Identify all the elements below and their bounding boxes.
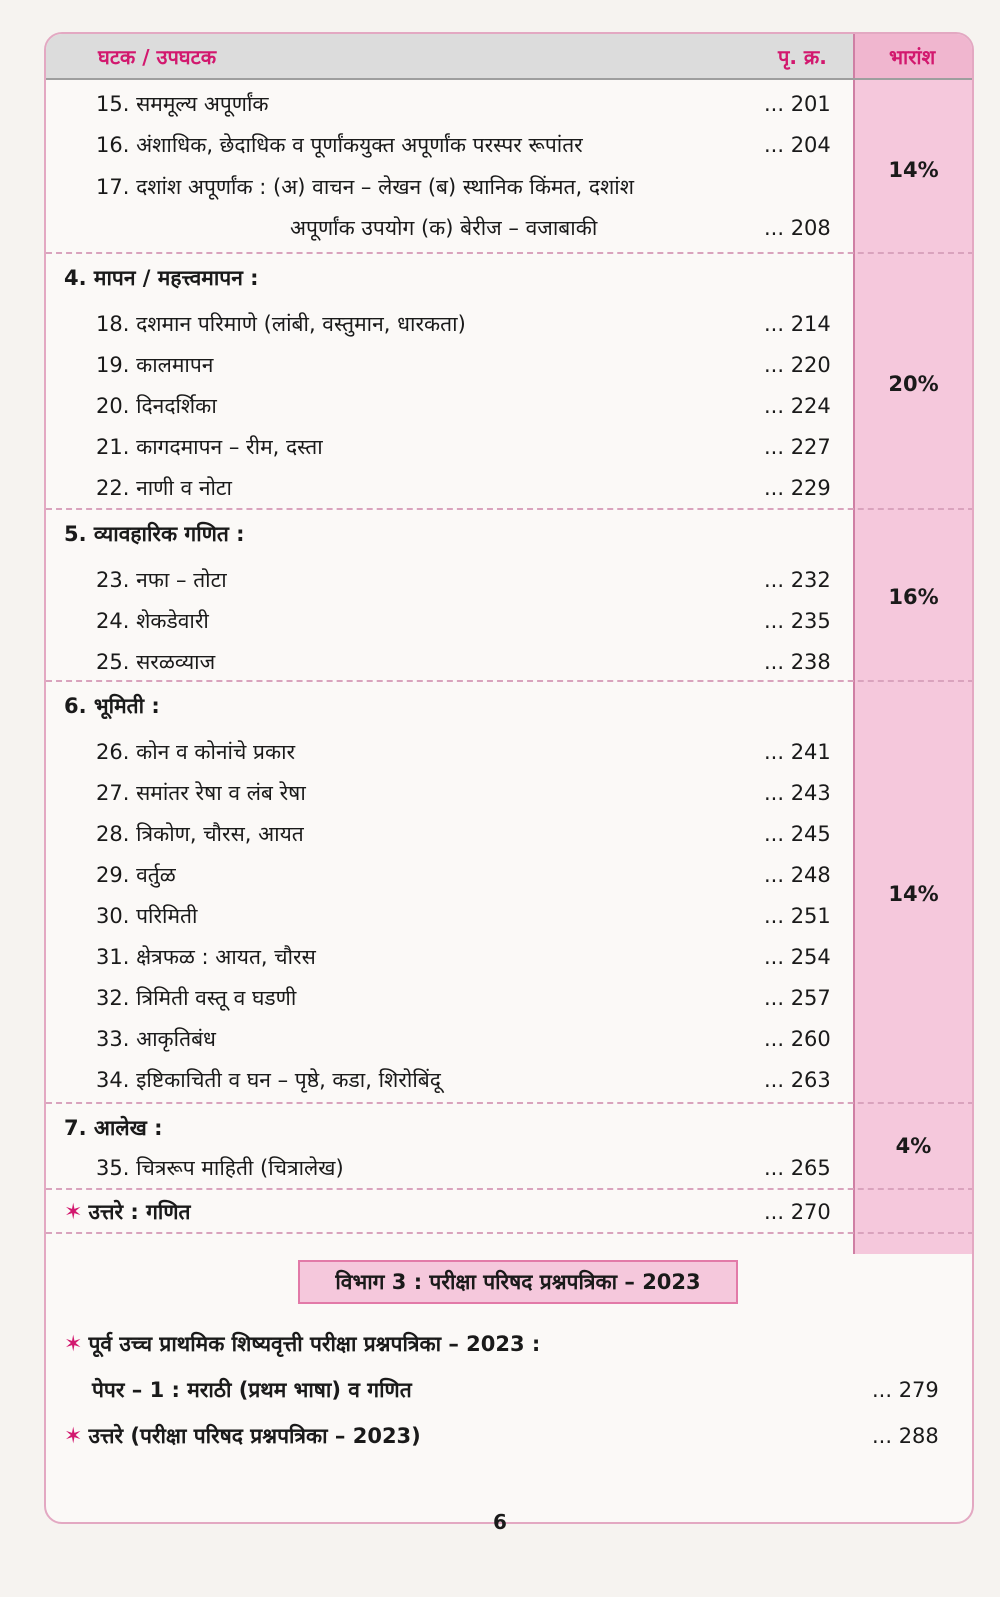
- table-header: [46, 34, 972, 80]
- header-topic: घटक / उपघटक: [98, 45, 217, 69]
- page-number: 6: [493, 1510, 507, 1534]
- list-item: 32. त्रिमिती वस्तू व घडणी: [96, 986, 297, 1010]
- list-item: 25. सरळव्याज: [96, 650, 216, 674]
- page-ref: ... 257: [764, 986, 831, 1010]
- page-ref: ... 263: [764, 1068, 831, 1092]
- list-item: 28. त्रिकोण, चौरस, आयत: [96, 822, 304, 846]
- page-ref: ... 238: [764, 650, 831, 674]
- divider: [46, 1102, 974, 1104]
- page-ref: ... 201: [764, 92, 831, 116]
- page-ref: ... 241: [764, 740, 831, 764]
- page-ref: ... 220: [764, 353, 831, 377]
- divider: [46, 508, 974, 510]
- answers-2023-label: उत्तरे (परीक्षा परिषद प्रश्नपत्रिका – 2023): [88, 1424, 421, 1448]
- page-ref: ... 279: [872, 1378, 939, 1402]
- list-item: 23. नफा – तोटा: [96, 568, 227, 592]
- answers-2023-entry: [64, 1422, 421, 1450]
- list-item: 24. शेकडेवारी: [96, 609, 209, 633]
- answers-math-entry: [64, 1198, 190, 1226]
- page-ref: ... 288: [872, 1424, 939, 1448]
- page-ref: ... 245: [764, 822, 831, 846]
- scholarship-title: पूर्व उच्च प्राथमिक शिष्यवृत्ती परीक्षा प्रश्नपत्रिका – 2023 :: [88, 1332, 541, 1356]
- star-icon: ✶: [64, 1200, 83, 1225]
- division-3-title: विभाग 3 : परीक्षा परिषद प्रश्नपत्रिका – 2023: [335, 1270, 701, 1294]
- header-weight-cell: [853, 34, 974, 78]
- list-item: 15. सममूल्य अपूर्णांक: [96, 92, 269, 116]
- page-ref: ... 248: [764, 863, 831, 887]
- header-page-no: पृ. क्र.: [778, 45, 827, 69]
- list-item: 27. समांतर रेषा व लंब रेषा: [96, 781, 306, 805]
- page-ref: ... 227: [764, 435, 831, 459]
- list-item: 17. दशांश अपूर्णांक : (अ) वाचन – लेखन (ब) स्थानिक किंमत, दशांश: [96, 175, 635, 199]
- page-ref: ... 232: [764, 568, 831, 592]
- list-item: 18. दशमान परिमाणे (लांबी, वस्तुमान, धारकता): [96, 312, 466, 336]
- scholarship-heading: [64, 1330, 540, 1358]
- section-title: 4. मापन / महत्त्वमापन :: [64, 266, 259, 290]
- divider: [46, 252, 974, 254]
- list-item: 26. कोन व कोनांचे प्रकार: [96, 740, 296, 764]
- list-item: अपूर्णांक उपयोग (क) बेरीज – वजाबाकी: [290, 216, 598, 240]
- page-ref: ... 229: [764, 476, 831, 500]
- page-ref: ... 265: [764, 1156, 831, 1180]
- section-title: 5. व्यावहारिक गणित :: [64, 522, 245, 546]
- section-title: 7. आलेख :: [64, 1116, 163, 1140]
- list-item: 35. चित्ररूप माहिती (चित्रालेख): [96, 1156, 344, 1180]
- page-ref: ... 224: [764, 394, 831, 418]
- weight-value: 20%: [888, 372, 939, 396]
- division-3-title-box: [298, 1260, 738, 1304]
- list-item: 34. इष्टिकाचिती व घन – पृष्ठे, कडा, शिरोबिंदू: [96, 1068, 441, 1092]
- weight-column: [853, 34, 974, 1254]
- list-item: 16. अंशाधिक, छेदाधिक व पूर्णांकयुक्त अपूर्णांक परस्पर रूपांतर: [96, 133, 583, 157]
- page-ref: ... 214: [764, 312, 831, 336]
- section-title: 6. भूमिती :: [64, 694, 160, 718]
- list-item: 20. दिनदर्शिका: [96, 394, 217, 418]
- answers-math-label: उत्तरे : गणित: [88, 1200, 191, 1224]
- page-ref: ... 270: [764, 1200, 831, 1224]
- contents-table: [44, 32, 974, 1524]
- list-item: 29. वर्तुळ: [96, 863, 176, 887]
- list-item: 19. कालमापन: [96, 353, 214, 377]
- page-ref: ... 204: [764, 133, 831, 157]
- divider: [46, 1188, 974, 1190]
- star-icon: ✶: [64, 1424, 83, 1449]
- page-ref: ... 254: [764, 945, 831, 969]
- header-weight: भारांश: [889, 45, 936, 69]
- divider: [46, 1232, 974, 1234]
- list-item: 31. क्षेत्रफळ : आयत, चौरस: [96, 945, 316, 969]
- divider: [46, 680, 974, 682]
- page-ref: ... 208: [764, 216, 831, 240]
- weight-value: 16%: [888, 585, 939, 609]
- weight-value: 4%: [895, 1134, 932, 1158]
- list-item: 21. कागदमापन – रीम, दस्ता: [96, 435, 323, 459]
- list-item: 30. परिमिती: [96, 904, 198, 928]
- weight-value: 14%: [888, 158, 939, 182]
- page-ref: ... 251: [764, 904, 831, 928]
- list-item: 22. नाणी व नोटा: [96, 476, 232, 500]
- page-ref: ... 243: [764, 781, 831, 805]
- list-item: 33. आकृतिबंध: [96, 1027, 216, 1051]
- paper-1-label: पेपर – 1 : मराठी (प्रथम भाषा) व गणित: [92, 1378, 412, 1402]
- star-icon: ✶: [64, 1332, 83, 1357]
- page-ref: ... 260: [764, 1027, 831, 1051]
- weight-value: 14%: [888, 882, 939, 906]
- page-ref: ... 235: [764, 609, 831, 633]
